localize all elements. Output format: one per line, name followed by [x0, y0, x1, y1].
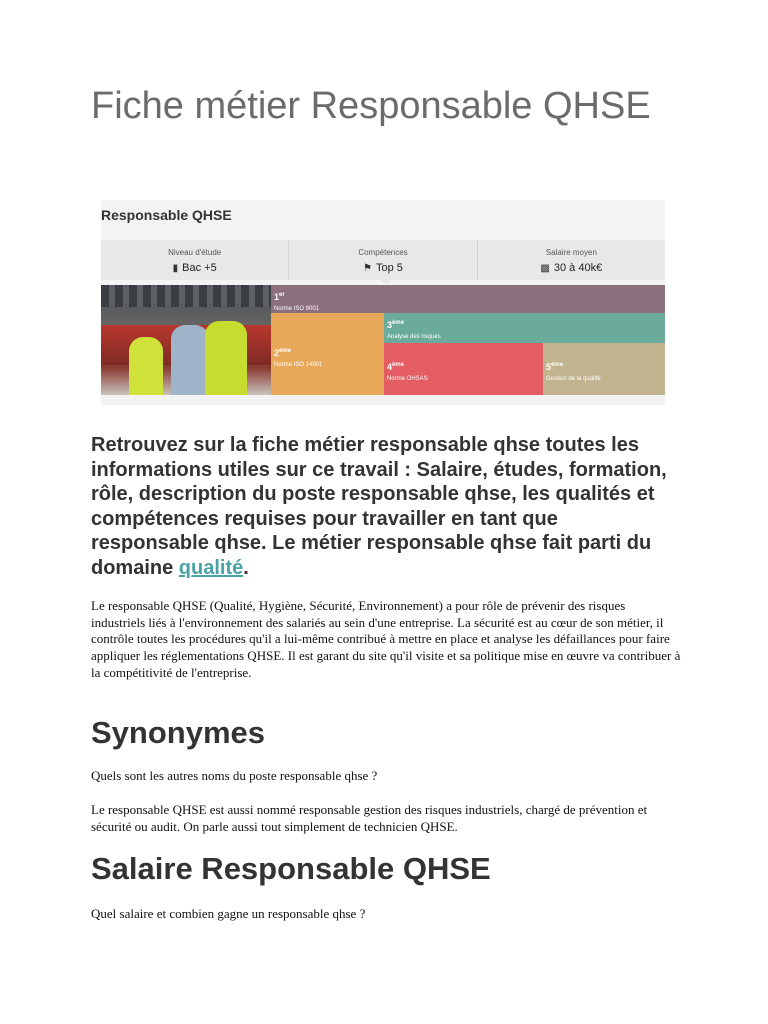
card-title: Responsable QHSE — [101, 207, 232, 223]
stat-value: 30 à 40k€ — [553, 262, 603, 274]
book-icon: ▮ — [172, 263, 179, 274]
stat-skills — [289, 240, 477, 280]
skill-tile-1: 1er Norme ISO 9001 — [271, 285, 665, 313]
synonymes-heading: Synonymes — [91, 715, 266, 750]
photo-worker — [205, 321, 247, 395]
skill-label: Norme ISO 14001 — [274, 362, 323, 368]
intro-paragraph: Retrouvez sur la fiche métier responsable qhse toutes les informations utiles sur ce travail : Salaire, études, formation, rôle, description du poste responsable qhse, les qualités et compétences requises pour travailler en tant que responsable qhse. Le métier responsable qhse fait parti du domaine qualité. — [91, 434, 667, 579]
bookmark-icon: ⚑ — [363, 263, 373, 274]
domain-link[interactable]: qualité — [178, 556, 244, 579]
photo-ceiling — [101, 285, 271, 307]
skill-label: Norme OHSAS — [387, 376, 428, 382]
skill-tile-3: 3ème Analyse des risques — [384, 313, 665, 343]
stat-label: Compétences — [358, 248, 408, 257]
skill-tile-2: 2ème Norme ISO 14001 — [271, 313, 384, 395]
page-title: Fiche métier Responsable QHSE — [91, 85, 651, 127]
stat-value: Top 5 — [376, 262, 403, 274]
stat-value: Bac +5 — [182, 262, 217, 274]
photo-worker — [129, 337, 163, 395]
stat-label: Niveau d'étude — [168, 248, 222, 257]
skill-label: Norme ISO 9001 — [274, 306, 320, 312]
stat-education — [101, 240, 289, 280]
synonymes-answer: Le responsable QHSE est aussi nommé responsable gestion des risques industriels, chargé de prévention et sécurité ou audit. On parle aussi tout simplement de technicien QHSE. — [91, 802, 648, 834]
skill-label: Analyse des risques — [387, 334, 441, 340]
workers-photo — [101, 285, 271, 395]
synonymes-question: Quels sont les autres noms du poste responsable qhse ? — [91, 768, 378, 783]
skill-tile-5: 5ème Gestion de la qualité — [543, 343, 665, 395]
stats-pointer — [381, 280, 391, 285]
stat-label: Salaire moyen — [545, 248, 597, 257]
skill-tile-4: 4ème Norme OHSAS — [384, 343, 543, 395]
photo-worker — [171, 325, 209, 395]
salaire-heading: Salaire Responsable QHSE — [91, 851, 491, 886]
description-paragraph: Le responsable QHSE (Qualité, Hygiène, Sécurité, Environnement) a pour rôle de prévenir des risques industriels liés à l'environnement des salariés au sein d'une entreprise. La sécurité est au cœur de son métier, il contrôle toutes les procédures qu'il a lui-même contribué à mettre en place et analyse les défaillances pour faire appliquer les réglementations QHSE. Il est garant du site qu'il visite et sa politique mise en œuvre va contribuer à la compétitivité de l'entreprise. — [91, 598, 681, 680]
skill-label: Gestion de la qualité — [546, 376, 601, 382]
stat-salary — [478, 240, 665, 280]
salaire-question: Quel salaire et combien gagne un responsable qhse ? — [91, 906, 366, 921]
job-summary-card — [101, 200, 665, 405]
stats-bar — [101, 240, 665, 280]
money-icon: ▩ — [540, 263, 550, 274]
